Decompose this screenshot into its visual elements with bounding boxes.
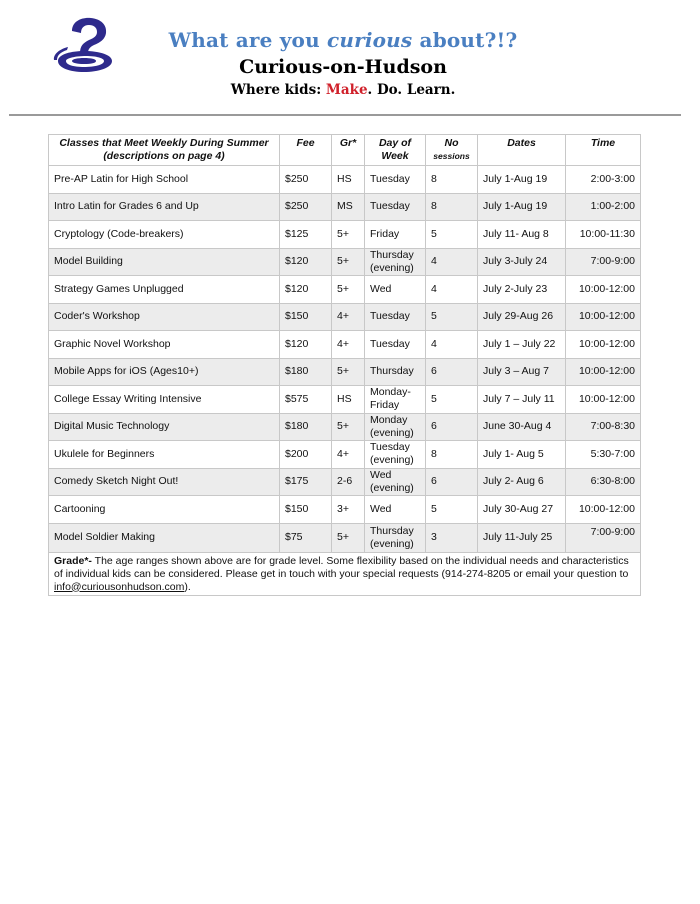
grade-note-end: ). (184, 580, 191, 593)
cell-grade: 5+ (332, 248, 365, 276)
cell-dates: July 3-July 24 (478, 248, 566, 276)
cell-fee: $175 (280, 468, 332, 496)
cell-sessions: 5 (426, 496, 478, 524)
cell-class: Comedy Sketch Night Out! (49, 468, 280, 496)
cell-time: 6:30-8:00 (566, 468, 641, 496)
cell-grade: HS (332, 386, 365, 414)
cell-class: Coder's Workshop (49, 303, 280, 331)
header-grade: Gr* (332, 135, 365, 166)
cell-day: Monday-Friday (365, 386, 426, 414)
cell-grade: 4+ (332, 441, 365, 469)
cell-time: 10:00-12:00 (566, 276, 641, 304)
cell-sessions: 4 (426, 248, 478, 276)
cell-day: Wed (365, 496, 426, 524)
cell-fee: $120 (280, 276, 332, 304)
cell-class: Cartooning (49, 496, 280, 524)
cell-dates: July 3 – Aug 7 (478, 358, 566, 386)
cell-sessions: 5 (426, 221, 478, 249)
cell-fee: $150 (280, 303, 332, 331)
cell-dates: July 2-July 23 (478, 276, 566, 304)
table-row (49, 248, 641, 276)
cell-fee: $150 (280, 496, 332, 524)
cell-fee: $575 (280, 386, 332, 414)
cell-day: Wed (evening) (365, 468, 426, 496)
cell-sessions: 8 (426, 166, 478, 194)
cell-dates: July 1- Aug 5 (478, 441, 566, 469)
cell-dates: June 30-Aug 4 (478, 413, 566, 441)
cell-time: 5:30-7:00 (566, 441, 641, 469)
cell-class: College Essay Writing Intensive (49, 386, 280, 414)
grade-note (49, 553, 641, 596)
table-row (49, 523, 641, 553)
cell-class: Graphic Novel Workshop (49, 331, 280, 359)
cell-dates: July 30-Aug 27 (478, 496, 566, 524)
cell-sessions: 4 (426, 276, 478, 304)
cell-fee: $120 (280, 248, 332, 276)
cell-dates: July 2- Aug 6 (478, 468, 566, 496)
cell-time: 10:00-12:00 (566, 386, 641, 414)
header-day-line1: Day of (378, 137, 412, 149)
cell-fee: $120 (280, 331, 332, 359)
cell-fee: $75 (280, 523, 332, 553)
header-divider (9, 114, 681, 116)
cell-dates: July 29-Aug 26 (478, 303, 566, 331)
grade-note-label: Grade*- (54, 554, 92, 567)
cell-day: Tuesday (365, 166, 426, 194)
cell-class: Intro Latin for Grades 6 and Up (49, 193, 280, 221)
cell-grade: 4+ (332, 331, 365, 359)
tagline (0, 28, 686, 52)
cell-grade: 5+ (332, 358, 365, 386)
cell-sessions: 6 (426, 413, 478, 441)
motto-make: Make (325, 82, 368, 98)
table-row (49, 331, 641, 359)
table-row (49, 166, 641, 194)
cell-time: 10:00-12:00 (566, 331, 641, 359)
cell-day: Tuesday (evening) (365, 441, 426, 469)
cell-dates: July 1-Aug 19 (478, 166, 566, 194)
cell-class: Ukulele for Beginners (49, 441, 280, 469)
cell-sessions: 8 (426, 193, 478, 221)
header-day (365, 135, 426, 166)
cell-class: Mobile Apps for iOS (Ages10+) (49, 358, 280, 386)
cell-sessions: 3 (426, 523, 478, 553)
header-sessions-line2: sessions (433, 151, 470, 161)
cell-day: Thursday (365, 358, 426, 386)
header-sessions (426, 135, 478, 166)
header-time: Time (566, 135, 641, 166)
header-day-line2: Week (381, 150, 409, 162)
cell-time: 10:00-12:00 (566, 303, 641, 331)
cell-grade: HS (332, 166, 365, 194)
cell-time: 7:00-9:00 (566, 248, 641, 276)
cell-day: Friday (365, 221, 426, 249)
cell-fee: $180 (280, 413, 332, 441)
cell-grade: 4+ (332, 303, 365, 331)
cell-grade: 2-6 (332, 468, 365, 496)
cell-dates: July 11- Aug 8 (478, 221, 566, 249)
cell-grade: 5+ (332, 523, 365, 553)
cell-grade: 5+ (332, 276, 365, 304)
cell-time: 10:00-12:00 (566, 496, 641, 524)
cell-dates: July 11-July 25 (478, 523, 566, 553)
cell-day: Thursday (evening) (365, 523, 426, 553)
cell-sessions: 5 (426, 386, 478, 414)
table-row (49, 496, 641, 524)
cell-day: Tuesday (365, 303, 426, 331)
table-row (49, 358, 641, 386)
header-class (49, 135, 280, 166)
table-row (49, 303, 641, 331)
cell-time: 10:00-12:00 (566, 358, 641, 386)
cell-dates: July 7 – July 11 (478, 386, 566, 414)
cell-day: Wed (365, 276, 426, 304)
header-sessions-line1: No (444, 137, 459, 149)
grade-note-text: The age ranges shown above are for grade level. Some flexibility based on the individual needs and characteristics of individual kids can be considered. Please get in touch with your special requests (914-274-8205 or email your question to (54, 554, 629, 580)
cell-grade: 3+ (332, 496, 365, 524)
cell-dates: July 1-Aug 19 (478, 193, 566, 221)
cell-time: 2:00-3:00 (566, 166, 641, 194)
table-row (49, 221, 641, 249)
cell-class: Pre-AP Latin for High School (49, 166, 280, 194)
cell-sessions: 6 (426, 468, 478, 496)
tagline-post: about?!? (412, 28, 518, 52)
email-link[interactable]: info@curiousonhudson.com (54, 580, 185, 593)
cell-class: Model Building (49, 248, 280, 276)
cell-class: Cryptology (Code-breakers) (49, 221, 280, 249)
org-name: Curious-on-Hudson (239, 56, 447, 78)
cell-class: Strategy Games Unplugged (49, 276, 280, 304)
cell-fee: $250 (280, 166, 332, 194)
cell-sessions: 6 (426, 358, 478, 386)
cell-fee: $200 (280, 441, 332, 469)
cell-class: Model Soldier Making (49, 523, 280, 553)
table-row (49, 468, 641, 496)
motto-pre: Where kids: (230, 82, 326, 98)
cell-grade: MS (332, 193, 365, 221)
grade-note-row (49, 553, 641, 596)
table-row (49, 193, 641, 221)
motto (0, 82, 686, 98)
cell-sessions: 5 (426, 303, 478, 331)
table-row (49, 441, 641, 469)
cell-sessions: 4 (426, 331, 478, 359)
cell-grade: 5+ (332, 413, 365, 441)
cell-time: 1:00-2:00 (566, 193, 641, 221)
cell-time: 7:00-8:30 (566, 413, 641, 441)
tagline-pre: What are you (168, 28, 327, 52)
cell-sessions: 8 (426, 441, 478, 469)
table-header-row (49, 135, 641, 166)
table-row (49, 413, 641, 441)
cell-fee: $180 (280, 358, 332, 386)
cell-time: 7:00-9:00 (566, 523, 641, 553)
motto-post: . Do. Learn. (367, 82, 456, 98)
cell-day: Thursday (evening) (365, 248, 426, 276)
header-dates: Dates (478, 135, 566, 166)
cell-day: Tuesday (365, 193, 426, 221)
class-schedule-table (48, 134, 641, 596)
header-class-line1: Classes that Meet Weekly During Summer (59, 137, 269, 149)
table-row (49, 386, 641, 414)
tagline-curious: curious (326, 28, 413, 52)
header-fee: Fee (280, 135, 332, 166)
cell-fee: $250 (280, 193, 332, 221)
cell-class: Digital Music Technology (49, 413, 280, 441)
cell-fee: $125 (280, 221, 332, 249)
cell-time: 10:00-11:30 (566, 221, 641, 249)
cell-grade: 5+ (332, 221, 365, 249)
header-class-line2: (descriptions on page 4) (103, 150, 225, 162)
cell-dates: July 1 – July 22 (478, 331, 566, 359)
cell-day: Monday (evening) (365, 413, 426, 441)
table-row (49, 276, 641, 304)
cell-day: Tuesday (365, 331, 426, 359)
